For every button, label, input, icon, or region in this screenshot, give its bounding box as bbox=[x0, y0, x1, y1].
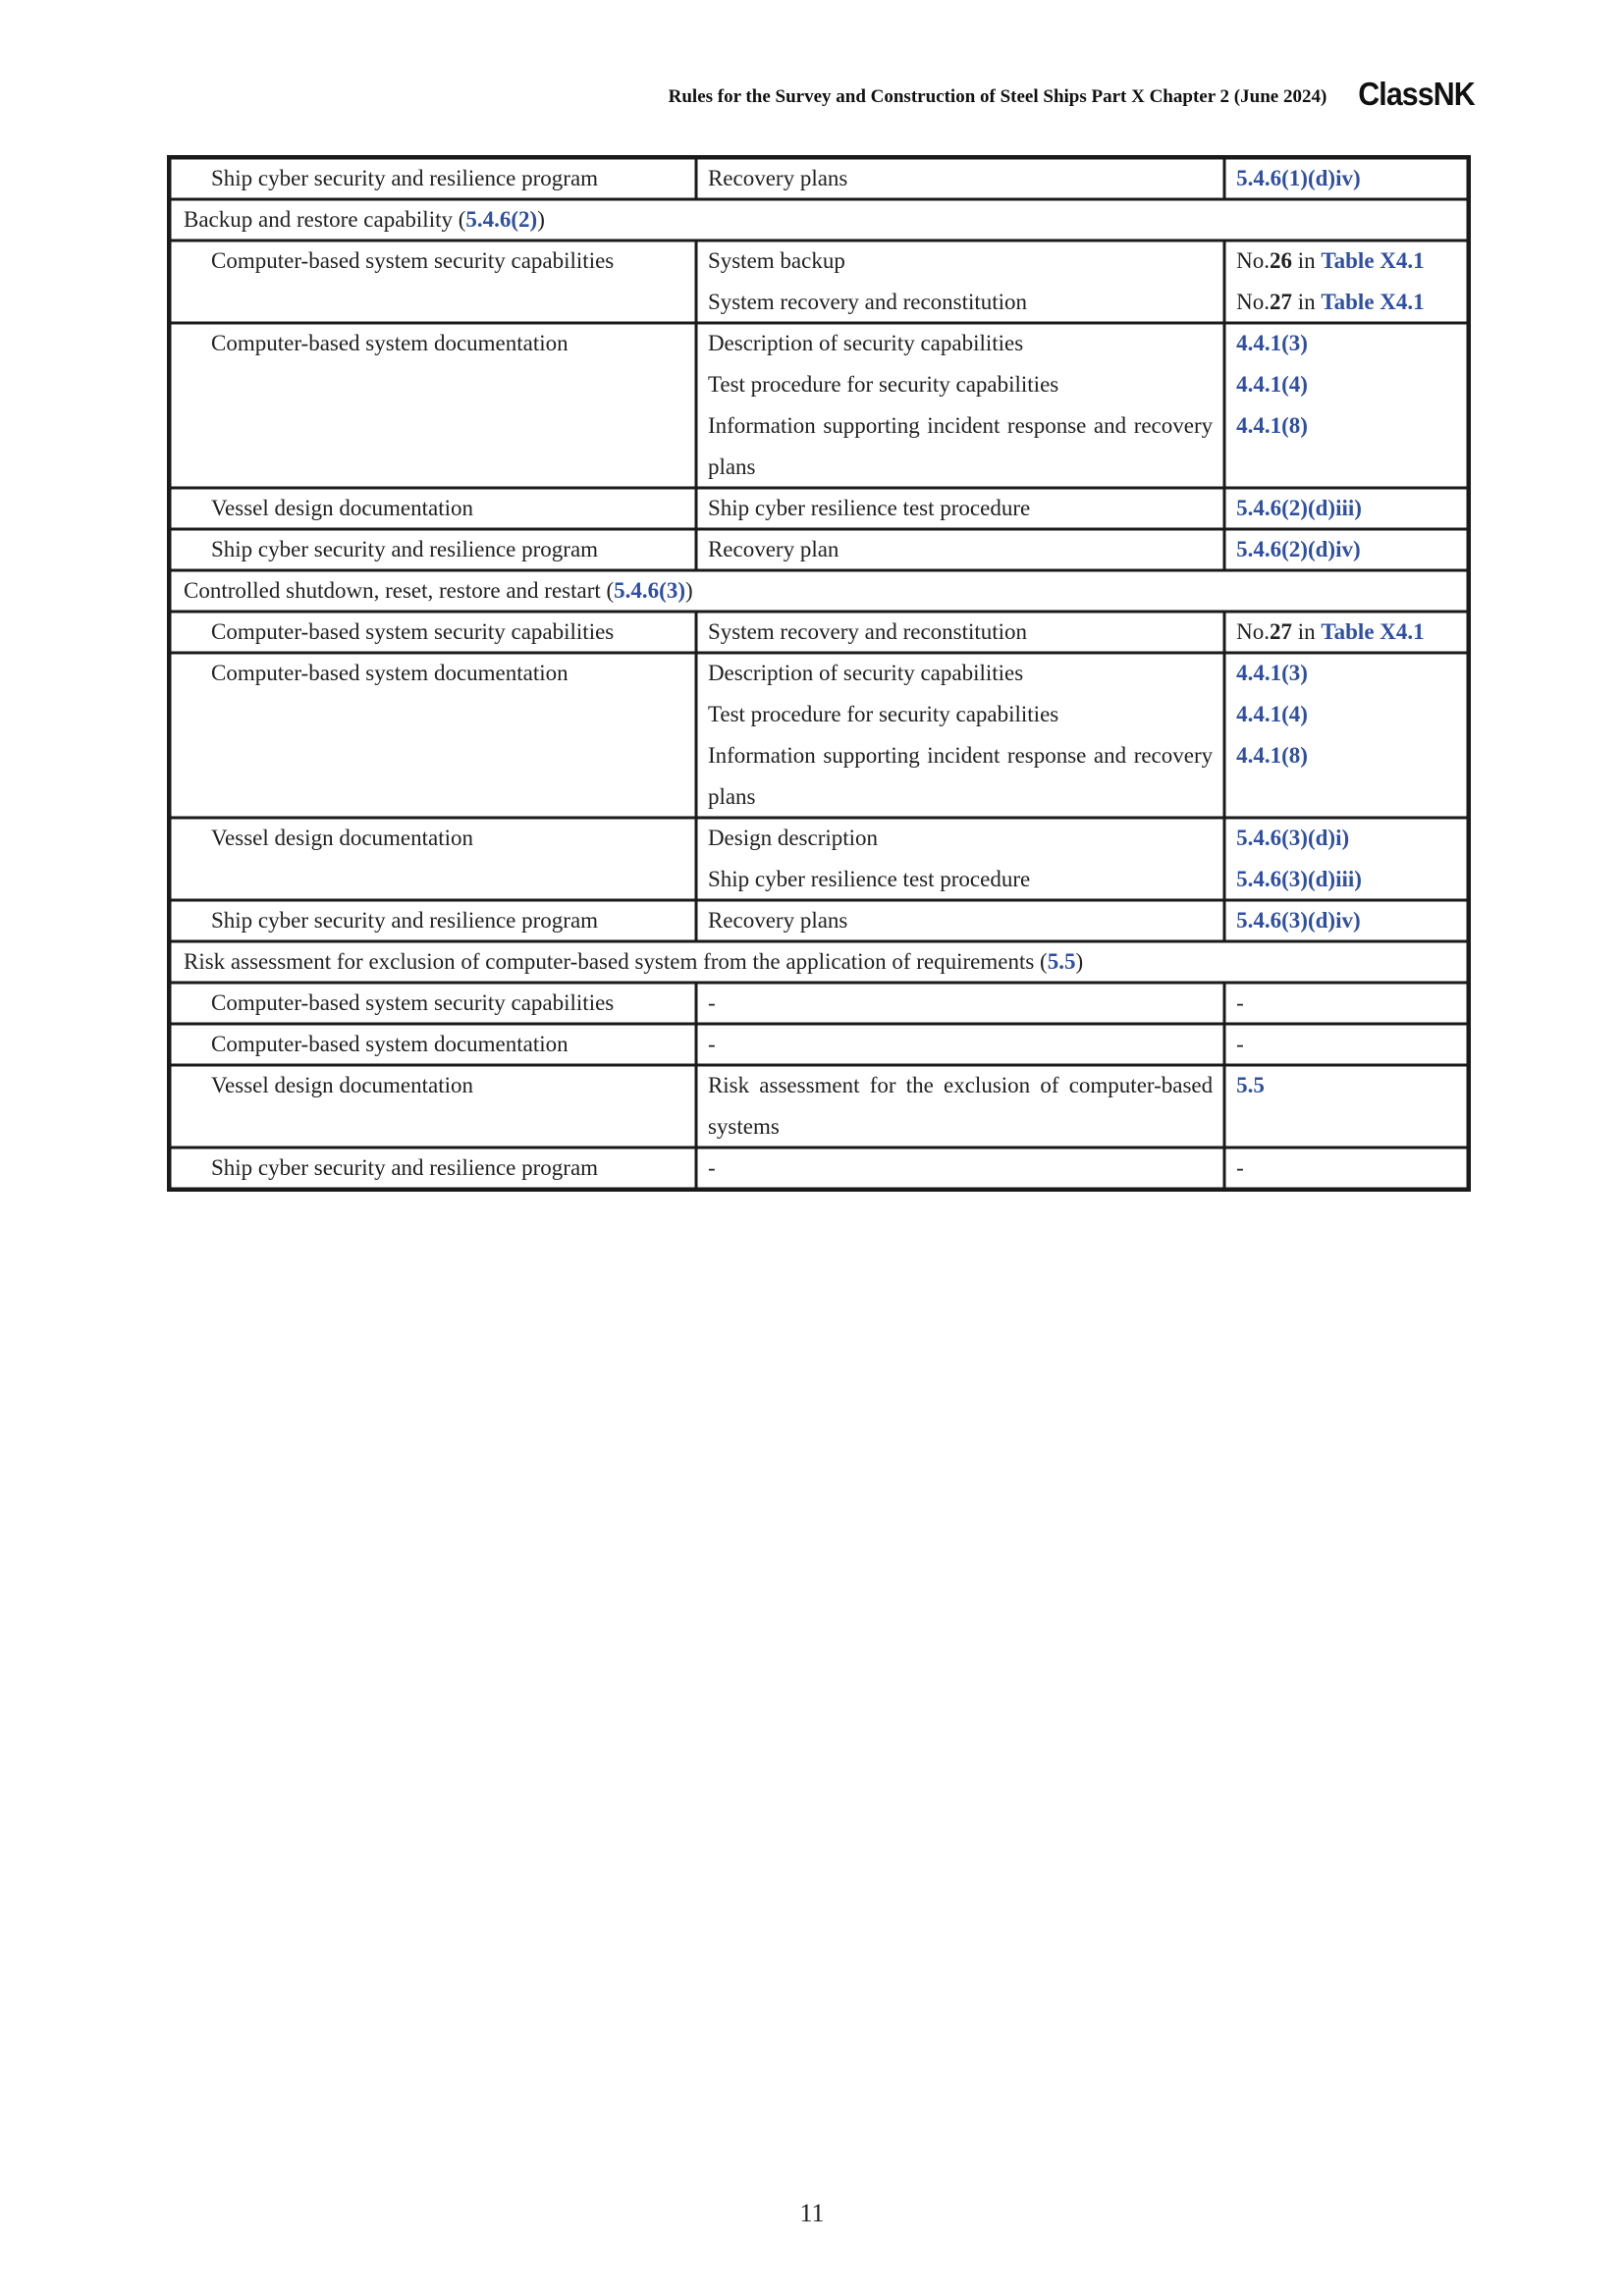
reference: 4.4.1(8) bbox=[1236, 413, 1308, 438]
document-category: Computer-based system security capabilities bbox=[211, 990, 615, 1015]
group-heading bbox=[170, 941, 1468, 983]
document-item-cell bbox=[696, 240, 1224, 323]
reference: 5.4.6(2)(d)iii) bbox=[1236, 496, 1362, 520]
group-heading bbox=[170, 570, 1468, 612]
group-heading-ref: 5.5 bbox=[1047, 949, 1076, 974]
document-category-cell bbox=[170, 983, 696, 1024]
document-item: System recovery and reconstitution bbox=[707, 290, 1028, 314]
table-row bbox=[170, 1148, 1468, 1189]
document-category: Computer-based system security capabilities bbox=[211, 248, 615, 273]
table-row bbox=[170, 1024, 1468, 1065]
document-category-cell bbox=[170, 612, 696, 653]
document-item: Risk assessment for the exclusion of computer-based systems bbox=[707, 1073, 1214, 1139]
page-header bbox=[0, 77, 1475, 110]
reference-cell bbox=[1224, 900, 1468, 941]
document-item-cell bbox=[696, 323, 1224, 488]
document-category: Computer-based system security capabilities bbox=[211, 619, 615, 644]
document-item: Description of security capabilities bbox=[707, 661, 1024, 685]
document-item-cell bbox=[696, 1024, 1224, 1065]
table-row bbox=[170, 983, 1468, 1024]
document-item-cell bbox=[696, 818, 1224, 900]
document-item: Ship cyber resilience test procedure bbox=[707, 496, 1031, 520]
reference-cell bbox=[1224, 612, 1468, 653]
requirements-table bbox=[167, 155, 1471, 1192]
ref-number: 27 bbox=[1270, 619, 1293, 644]
document-item-cell bbox=[696, 612, 1224, 653]
group-heading-close: ) bbox=[537, 207, 545, 232]
document-category: Computer-based system documentation bbox=[211, 1032, 568, 1056]
document-item: - bbox=[707, 1155, 716, 1180]
document-item: Information supporting incident response and recovery plans bbox=[707, 743, 1214, 809]
reference-cell bbox=[1224, 1148, 1468, 1189]
document-category-cell bbox=[170, 240, 696, 323]
reference: 5.4.6(2)(d)iv) bbox=[1236, 537, 1361, 561]
reference: - bbox=[1236, 990, 1244, 1015]
document-category: Computer-based system documentation bbox=[211, 331, 568, 355]
group-heading-close: ) bbox=[1075, 949, 1084, 974]
reference: 4.4.1(3) bbox=[1236, 331, 1308, 355]
reference-cell bbox=[1224, 983, 1468, 1024]
document-item: - bbox=[707, 990, 716, 1015]
document-item-cell bbox=[696, 653, 1224, 818]
reference-cell bbox=[1224, 488, 1468, 529]
reference: 5.4.6(3)(d)i) bbox=[1236, 826, 1350, 850]
document-item-cell bbox=[696, 488, 1224, 529]
group-row bbox=[170, 941, 1468, 983]
document-item-cell bbox=[696, 1065, 1224, 1148]
reference: 4.4.1(3) bbox=[1236, 661, 1308, 685]
document-item: Ship cyber resilience test procedure bbox=[707, 867, 1031, 891]
document-category-cell bbox=[170, 1024, 696, 1065]
document-item: Test procedure for security capabilities bbox=[707, 372, 1059, 397]
document-item: Information supporting incident response and recovery plans bbox=[707, 413, 1214, 479]
document-item-cell bbox=[696, 1148, 1224, 1189]
document-category-cell bbox=[170, 900, 696, 941]
table-row bbox=[170, 158, 1468, 199]
document-item: Test procedure for security capabilities bbox=[707, 702, 1059, 726]
document-item: Recovery plans bbox=[707, 166, 848, 190]
document-category-cell bbox=[170, 653, 696, 818]
table-row bbox=[170, 612, 1468, 653]
document-item-cell bbox=[696, 983, 1224, 1024]
document-category: Vessel design documentation bbox=[211, 1073, 474, 1097]
page-number: 11 bbox=[799, 2199, 825, 2227]
group-row bbox=[170, 199, 1468, 240]
reference: 4.4.1(8) bbox=[1236, 743, 1308, 768]
table-row bbox=[170, 653, 1468, 818]
group-heading-ref: 5.4.6(3) bbox=[614, 578, 685, 603]
document-item: Design description bbox=[707, 826, 879, 850]
group-row bbox=[170, 570, 1468, 612]
document-item-cell bbox=[696, 529, 1224, 570]
document-category-cell bbox=[170, 158, 696, 199]
group-heading bbox=[170, 199, 1468, 240]
ref-table: Table X4.1 bbox=[1321, 290, 1425, 314]
document-item: System backup bbox=[707, 248, 845, 273]
ref-number: 27 bbox=[1270, 290, 1293, 314]
document-item-cell bbox=[696, 900, 1224, 941]
ref-number: 26 bbox=[1270, 248, 1293, 273]
document-item-cell bbox=[696, 158, 1224, 199]
reference: 5.4.6(3)(d)iv) bbox=[1236, 908, 1361, 933]
group-heading-text: Backup and restore capability ( bbox=[184, 207, 466, 232]
reference: 5.5 bbox=[1236, 1073, 1265, 1097]
document-category-cell bbox=[170, 1065, 696, 1148]
reference: - bbox=[1236, 1155, 1244, 1180]
ref-table: Table X4.1 bbox=[1321, 619, 1425, 644]
group-heading-text: Risk assessment for exclusion of computer-based system from the application of requirements ( bbox=[184, 949, 1048, 974]
document-category: Ship cyber security and resilience program bbox=[211, 908, 599, 933]
header-title: Rules for the Survey and Construction of Steel Ships Part X Chapter 2 (June 2024) bbox=[668, 86, 1327, 107]
classnk-logo: ClassNK bbox=[1358, 76, 1475, 112]
reference-cell bbox=[1224, 240, 1468, 323]
reference: 5.4.6(3)(d)iii) bbox=[1236, 867, 1362, 891]
document-item: Recovery plan bbox=[707, 537, 839, 561]
group-heading-ref: 5.4.6(2) bbox=[465, 207, 538, 232]
document-category-cell bbox=[170, 529, 696, 570]
table-row bbox=[170, 1065, 1468, 1148]
document-category-cell bbox=[170, 323, 696, 488]
document-item: Recovery plans bbox=[707, 908, 848, 933]
reference-cell bbox=[1224, 529, 1468, 570]
ref-table: Table X4.1 bbox=[1321, 248, 1425, 273]
table-row bbox=[170, 323, 1468, 488]
table-row bbox=[170, 240, 1468, 323]
reference-cell bbox=[1224, 653, 1468, 818]
reference: - bbox=[1236, 1032, 1244, 1056]
table-row bbox=[170, 529, 1468, 570]
reference: 4.4.1(4) bbox=[1236, 372, 1308, 397]
reference: 5.4.6(1)(d)iv) bbox=[1236, 166, 1361, 190]
document-category: Vessel design documentation bbox=[211, 826, 474, 850]
reference: 4.4.1(4) bbox=[1236, 702, 1308, 726]
reference: No.27 in Table X4.1 bbox=[1236, 290, 1425, 314]
document-category-cell bbox=[170, 818, 696, 900]
document-category: Ship cyber security and resilience program bbox=[211, 1155, 599, 1180]
reference-cell bbox=[1224, 323, 1468, 488]
group-heading-text: Controlled shutdown, reset, restore and restart ( bbox=[184, 578, 615, 603]
group-heading-close: ) bbox=[685, 578, 693, 603]
document-category-cell bbox=[170, 1148, 696, 1189]
document-category: Ship cyber security and resilience program bbox=[211, 537, 599, 561]
reference: No.27 in Table X4.1 bbox=[1236, 619, 1425, 644]
document-category-cell bbox=[170, 488, 696, 529]
document-category: Ship cyber security and resilience program bbox=[211, 166, 599, 190]
reference-cell bbox=[1224, 158, 1468, 199]
table-row bbox=[170, 488, 1468, 529]
reference: No.26 in Table X4.1 bbox=[1236, 248, 1425, 273]
document-item: System recovery and reconstitution bbox=[707, 619, 1028, 644]
document-item: - bbox=[707, 1032, 716, 1056]
document-category: Computer-based system documentation bbox=[211, 661, 568, 685]
table-row bbox=[170, 900, 1468, 941]
document-category: Vessel design documentation bbox=[211, 496, 474, 520]
document-item: Description of security capabilities bbox=[707, 331, 1024, 355]
reference-cell bbox=[1224, 1065, 1468, 1148]
table-row bbox=[170, 818, 1468, 900]
reference-cell bbox=[1224, 1024, 1468, 1065]
reference-cell bbox=[1224, 818, 1468, 900]
